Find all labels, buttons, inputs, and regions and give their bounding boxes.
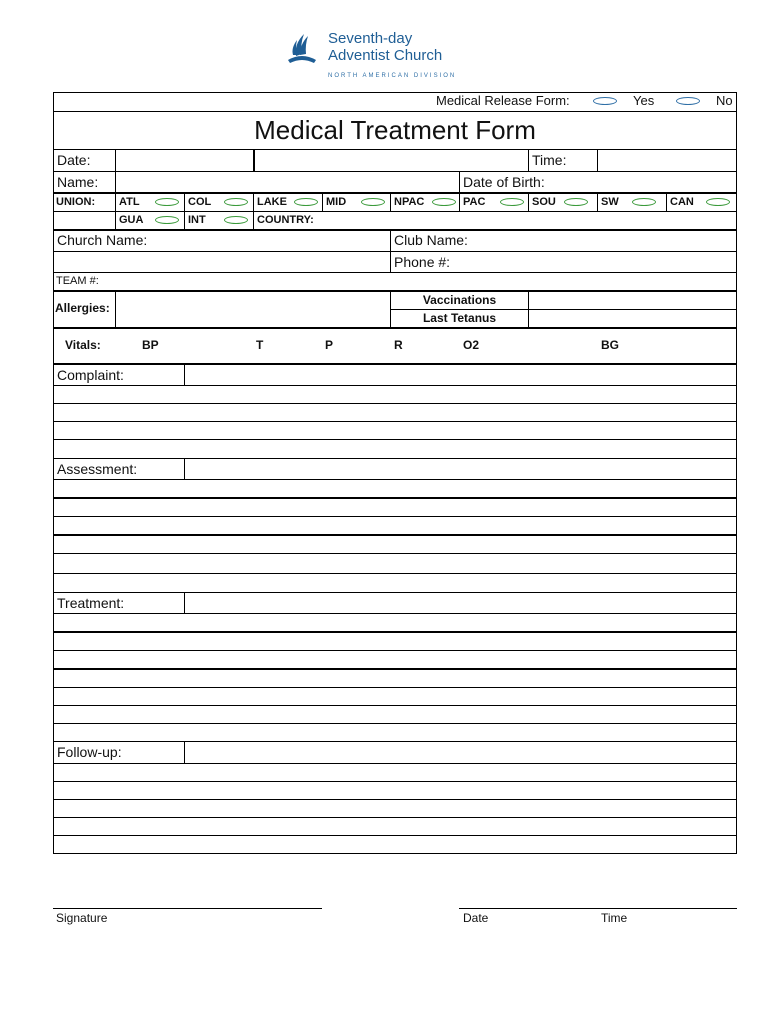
name-label: Name:	[57, 174, 99, 190]
union-gua-radio[interactable]	[155, 216, 179, 224]
footer-date-label: Date	[463, 911, 489, 925]
union-can-label: CAN	[670, 196, 694, 208]
dob-label: Date of Birth:	[463, 174, 545, 190]
team-field[interactable]	[105, 273, 735, 289]
complaint-field[interactable]	[185, 365, 736, 385]
team-label: TEAM #:	[56, 275, 99, 287]
time-field[interactable]	[598, 150, 736, 170]
union-pac-label: PAC	[463, 196, 486, 208]
union-pac-radio[interactable]	[500, 198, 524, 206]
org-name-line1: Seventh-day	[328, 30, 413, 47]
release-no-label: No	[716, 93, 733, 108]
union-atl-radio[interactable]	[155, 198, 179, 206]
union-mid-label: MID	[326, 196, 347, 208]
union-npac-label: NPAC	[394, 196, 425, 208]
vitals-label: Vitals:	[65, 338, 101, 352]
date-field-2[interactable]	[254, 150, 528, 170]
phone-field[interactable]	[460, 252, 736, 272]
allergies-field[interactable]	[116, 292, 389, 326]
vitals-bg: BG	[601, 338, 619, 352]
union-lake-label: LAKE	[257, 196, 287, 208]
last-tetanus-label: Last Tetanus	[422, 311, 497, 325]
vitals-p: P	[325, 338, 334, 352]
release-yes-radio[interactable]	[593, 97, 617, 105]
date-field[interactable]	[115, 150, 253, 170]
org-name-line2: Adventist Church	[328, 47, 443, 64]
vitals-t: T	[256, 338, 264, 352]
union-can-radio[interactable]	[706, 198, 730, 206]
release-label: Medical Release Form:	[436, 93, 570, 108]
church-label: Church Name:	[57, 232, 148, 248]
treatment-field[interactable]	[185, 593, 736, 613]
union-sou-label: SOU	[532, 196, 556, 208]
country-label: COUNTRY:	[257, 214, 314, 226]
union-col-radio[interactable]	[224, 198, 248, 206]
logo	[282, 28, 462, 84]
org-division: NORTH AMERICAN DIVISION	[328, 73, 457, 79]
last-tetanus-field[interactable]	[529, 310, 736, 326]
union-sou-radio[interactable]	[564, 198, 588, 206]
release-yes-label: Yes	[633, 93, 655, 108]
name-field[interactable]	[116, 172, 458, 192]
club-label: Club Name:	[394, 232, 468, 248]
union-npac-radio[interactable]	[432, 198, 456, 206]
union-sw-radio[interactable]	[632, 198, 656, 206]
phone-label: Phone #:	[394, 254, 451, 270]
union-int-radio[interactable]	[224, 216, 248, 224]
date-label: Date:	[57, 152, 91, 168]
time-label: Time:	[532, 152, 567, 168]
treatment-label: Treatment:	[57, 595, 125, 611]
union-sw-label: SW	[601, 196, 619, 208]
country-field[interactable]	[320, 212, 736, 228]
date-time-line	[459, 908, 737, 909]
church-logo-icon	[282, 30, 322, 66]
followup-label: Follow-up:	[57, 744, 122, 760]
complaint-label: Complaint:	[57, 367, 124, 383]
union-label: UNION:	[56, 196, 96, 208]
signature-line	[53, 908, 322, 909]
union-atl-label: ATL	[119, 196, 140, 208]
vitals-r: R	[394, 338, 403, 352]
vitals-bp: BP	[142, 338, 159, 352]
footer-time-label: Time	[601, 911, 628, 925]
church-field[interactable]	[54, 252, 389, 272]
union-col-label: COL	[188, 196, 212, 208]
union-gua-label: GUA	[119, 214, 144, 226]
vaccinations-label: Vaccinations	[422, 293, 497, 307]
vitals-o2: O2	[463, 338, 480, 352]
union-mid-radio[interactable]	[361, 198, 385, 206]
release-no-radio[interactable]	[676, 97, 700, 105]
union-int-label: INT	[188, 214, 206, 226]
allergies-label: Allergies:	[55, 301, 110, 315]
union-lake-radio[interactable]	[294, 198, 318, 206]
assessment-field[interactable]	[185, 459, 736, 479]
vaccinations-field[interactable]	[529, 292, 736, 308]
form-title: Medical Treatment Form	[254, 115, 536, 145]
signature-label: Signature	[56, 911, 108, 925]
assessment-label: Assessment:	[57, 461, 138, 477]
followup-field[interactable]	[185, 742, 736, 762]
